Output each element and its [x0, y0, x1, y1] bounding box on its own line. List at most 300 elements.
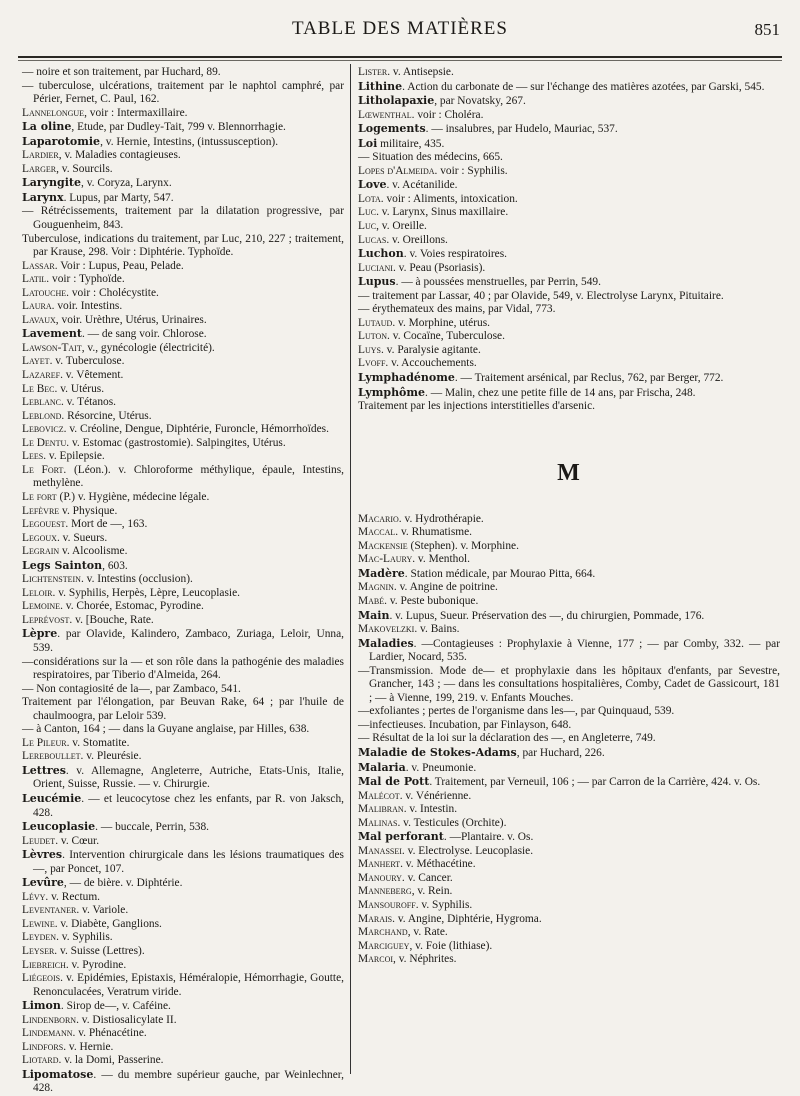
entry-text: . v. Rhumatisme.: [395, 526, 473, 539]
entry-headword: Lèvres: [22, 848, 63, 862]
index-entry: [358, 830, 780, 845]
entry-text: par l'élongation, par Beuvan Rake, 64 ; par l'huile de chaulmoogra, par Leloir 539.: [33, 696, 344, 722]
entry-text: . voir : Choléra.: [411, 108, 484, 121]
left-column: [22, 66, 345, 1095]
entry-text: , v., gynécologie (électricité).: [81, 341, 215, 354]
entry-headword: Le Pileur: [22, 736, 67, 749]
index-entry: [358, 94, 780, 109]
index-entry: [358, 803, 780, 817]
entry-headword: Magnin: [358, 581, 394, 594]
index-entry: [22, 600, 344, 614]
entry-headword: Lettres: [22, 763, 66, 777]
entry-text: . v. Phénacétine.: [72, 1027, 147, 1040]
entry-headword: —: [22, 682, 34, 695]
entry-headword: Mal de Pott: [358, 775, 430, 789]
index-entry: [358, 790, 780, 804]
index-entry: [358, 275, 780, 290]
index-entry: [22, 383, 344, 397]
entry-headword: Lota: [358, 192, 381, 205]
index-entry: [358, 761, 780, 776]
index-entry: [358, 206, 780, 220]
index-entry: [358, 220, 780, 234]
entry-text: noire et son traitement, par Huchard, 89.: [33, 66, 221, 78]
index-entry: [22, 80, 344, 107]
index-entry: [358, 371, 780, 386]
entry-headword: Loi: [358, 136, 378, 150]
entry-headword: Leventaner: [22, 904, 77, 917]
entry-text: (P.) v. Hygiène, médecine légale.: [56, 490, 210, 503]
entry-text: . v. Syphilis, Herpès, Lèpre, Leucoplasie.: [52, 586, 240, 599]
entry-headword: Lavement: [22, 327, 82, 341]
entry-text: . v. Syphilis.: [56, 931, 113, 944]
entry-text: . v. Hydrothérapie.: [398, 512, 484, 525]
entry-text: traitement par Lassar, 40 ; par Olavide, 549, v. Electrolyse Larynx, Pituitaire.: [369, 289, 724, 302]
entry-headword: Le Dentu: [22, 436, 67, 449]
index-entry: [22, 573, 344, 587]
index-entry: [22, 260, 344, 274]
index-entry: [22, 696, 344, 723]
entry-text: . v. Vénérienne.: [399, 789, 472, 802]
entry-headword: Liotard: [22, 1054, 59, 1067]
entry-text: . v. la Domi, Passerine.: [58, 1054, 164, 1067]
header-rule-thin: [18, 60, 782, 61]
index-entry: [358, 913, 780, 927]
entry-headword: Madère: [358, 566, 405, 580]
entry-headword: Malaria: [358, 760, 406, 774]
entry-text: . v. Paralysie agitante.: [380, 343, 481, 356]
index-entry: [358, 330, 780, 344]
entry-text: , par Novatsky, 267.: [434, 95, 526, 108]
index-entry: [22, 355, 344, 369]
index-entry: [22, 999, 344, 1014]
entry-headword: —: [358, 151, 370, 164]
entry-text: par les injections interstitielles d'arsenic.: [407, 400, 595, 413]
entry-text: . Action du carbonate de — sur l'échange des matières azotées, par Garski, 545.: [402, 80, 765, 93]
entry-text: . — Traitement arsénical, par Reclus, 762, par Berger, 772.: [454, 372, 724, 385]
entry-headword: Logements: [358, 122, 426, 136]
entry-text: v. Physique.: [59, 504, 118, 517]
right-column: [358, 66, 780, 1076]
page-number: 851: [754, 20, 780, 39]
entry-text: . v. Peste bubonique.: [384, 594, 479, 607]
index-entry: [22, 904, 344, 918]
entry-text: . —Plantaire. v. Os.: [443, 831, 534, 844]
index-entry: [22, 683, 344, 697]
entry-text: . — Malin, chez une petite fille de 14 ans, par Frischa, 248.: [425, 386, 696, 399]
index-entry: [358, 317, 780, 331]
entry-text: . Mort de —, 163.: [65, 518, 148, 531]
entry-text: . v. Variole.: [76, 904, 129, 917]
index-entry: [22, 1068, 344, 1096]
entry-headword: Mabé: [358, 594, 385, 607]
index-entry: [22, 205, 344, 232]
index-entry: [358, 400, 780, 414]
entry-headword: Lassar: [22, 259, 55, 272]
index-entry: [22, 848, 344, 876]
index-entry: [22, 945, 344, 959]
entry-text: , v. Oreille.: [376, 220, 427, 233]
header-rule: [18, 56, 782, 58]
index-entry: [358, 357, 780, 371]
entry-headword: La oline: [22, 120, 72, 134]
index-entry: [22, 149, 344, 163]
entry-headword: Luys: [358, 343, 381, 356]
entry-headword: Lèpre: [22, 627, 58, 641]
entry-headword: Main: [358, 608, 390, 622]
entry-text: . v. Chorée, Estomac, Pyrodine.: [60, 600, 204, 613]
index-entry: [22, 918, 344, 932]
index-entry: [22, 300, 344, 314]
entry-headword: Legrain: [22, 545, 60, 558]
entry-text: . Sirop de—, v. Caféine.: [60, 1000, 171, 1013]
entry-text: . v. Tétanos.: [60, 396, 117, 409]
section-letter: M: [557, 459, 581, 486]
entry-text: , v. Rein.: [411, 885, 453, 898]
index-entry: [358, 109, 780, 123]
index-entry: [358, 165, 780, 179]
entry-headword: Luchon: [358, 247, 404, 261]
entry-headword: Lister: [358, 66, 388, 78]
index-entry: [358, 303, 780, 317]
entry-headword: Lardier: [22, 149, 59, 162]
entry-headword: Lewine: [22, 917, 55, 930]
entry-headword: Le Bec: [22, 382, 55, 395]
index-entry: [358, 623, 780, 637]
index-entry: [22, 437, 344, 451]
entry-text: . v. Cœur.: [55, 834, 100, 847]
index-entry: [22, 396, 344, 410]
entry-text: . v. Angine de poitrine.: [393, 581, 498, 594]
index-entry: [22, 66, 344, 80]
entry-headword: Manhert: [358, 858, 401, 871]
entry-text: , voir. Urèthre, Utérus, Urinaires.: [55, 313, 207, 326]
entry-text: . Résorcine, Utérus.: [61, 409, 152, 422]
index-entry: [22, 107, 344, 121]
entry-headword: —: [358, 289, 370, 302]
index-entry: [22, 1014, 344, 1028]
entry-headword: Lindfors: [22, 1040, 64, 1053]
index-entry: [358, 80, 780, 95]
entry-headword: Tuberculose: [22, 232, 78, 245]
entry-headword: Luc: [358, 220, 377, 233]
entry-text: . v. Testicules (Orchite).: [397, 816, 507, 829]
index-entry: [22, 176, 344, 191]
index-entry: [358, 247, 780, 262]
entry-headword: Mansouroff: [358, 898, 416, 911]
index-entry: [358, 540, 780, 554]
index-entry: [22, 931, 344, 945]
entry-text: . v. Pyrodine.: [65, 958, 127, 971]
entry-headword: Lefèvre: [22, 504, 60, 517]
entry-text: , — de bière. v. Diphtérie.: [63, 877, 183, 890]
entry-text: . v. Morphine, utérus.: [392, 316, 490, 329]
index-entry: [358, 885, 780, 899]
entry-text: . v. Estomac (gastrostomie). Salpingites, Utérus.: [66, 436, 286, 449]
entry-headword: Malécot: [358, 789, 400, 802]
entry-headword: Manneberg: [358, 885, 412, 898]
entries-letter-l: [358, 66, 780, 414]
entry-text: . v. Accouchements.: [385, 357, 477, 370]
entry-text: . v. Peau (Psoriasis).: [392, 261, 486, 274]
entry-headword: Lemoine: [22, 600, 61, 613]
index-entry: [358, 637, 780, 665]
entry-text: tuberculose, ulcérations, traitement par le naphtol camphré, par Périer, Fernet, C. Paul, 162.: [33, 79, 344, 106]
entry-headword: Leblanc: [22, 396, 61, 409]
entry-headword: Maccal: [358, 526, 396, 539]
entry-headword: —: [358, 705, 370, 718]
index-entry: [22, 792, 344, 820]
entry-text: , v. Néphrites.: [393, 953, 457, 966]
entry-text: Résultat de la loi sur la déclaration des —, en Angleterre, 749.: [369, 732, 656, 745]
entry-text: . v. Bains.: [414, 623, 460, 636]
entry-text: . v. Méthacétine.: [400, 858, 476, 871]
entry-headword: —: [358, 303, 370, 316]
index-entry: [358, 193, 780, 207]
entry-headword: —: [22, 205, 34, 218]
entry-text: . v. Hernie.: [63, 1040, 114, 1053]
entry-text: Transmission. Mode de— et prophylaxie dans les hôpitaux d'enfants, par Sevestre, Grancher, 143 ; — dans les consultations hospitalières, Comby, Cadet de Gassicourt, 181 ; — à Vienne, 199, 219. v. Enfants Mouches.: [369, 664, 780, 704]
entry-headword: Laparotomie: [22, 134, 101, 148]
entry-text: . (Léon.). v. Chloroforme méthylique, épaule, Intestins, methylène.: [33, 463, 345, 490]
page-title: TABLE DES MATIÈRES: [292, 18, 508, 39]
index-entry: [358, 732, 780, 746]
entry-text: , v. Hernie, Intestins, (intussusception).: [100, 135, 279, 148]
entry-headword: Lutaud: [358, 316, 393, 329]
entry-headword: Laura: [22, 300, 52, 313]
entry-text: érythemateux des mains, par Vidal, 773.: [369, 303, 556, 316]
entry-headword: Lipomatose: [22, 1067, 94, 1081]
entry-text: . Station médicale, par Mourao Pitta, 664.: [404, 567, 596, 580]
entry-text: . v. Pleurésie.: [80, 750, 142, 763]
entry-headword: Leyden: [22, 931, 57, 944]
entry-headword: Macario: [358, 512, 399, 525]
index-entry: [22, 191, 344, 206]
entry-headword: Litholapaxie: [358, 94, 435, 108]
index-entry: [22, 764, 344, 792]
entry-text: . v. Distiosalicylate II.: [76, 1013, 177, 1026]
entry-headword: —: [22, 655, 34, 668]
index-entry: [358, 178, 780, 193]
index-entry: [358, 262, 780, 276]
entry-text: . voir : Cholécystite.: [66, 286, 159, 299]
index-entry: [358, 665, 780, 706]
index-entry: [22, 959, 344, 973]
entry-text: . — de sang voir. Chlorose.: [81, 328, 207, 341]
entry-text: , par Huchard, 226.: [516, 746, 605, 759]
entry-text: à Canton, 164 ; — dans la Guyane anglaise, par Hilles, 638.: [33, 723, 310, 736]
index-entry: [22, 750, 344, 764]
entry-text: . v. Pneumonie.: [405, 761, 477, 774]
index-entry: [22, 314, 344, 328]
entry-headword: —: [358, 718, 370, 731]
entry-headword: Lebovicz: [22, 423, 64, 436]
entry-headword: Mal perforant: [358, 830, 444, 844]
entry-text: (Stephen). v. Morphine.: [407, 539, 519, 552]
index-entry: [22, 369, 344, 383]
entry-headword: Le fort: [22, 490, 57, 503]
entry-headword: Mac-Laury: [358, 553, 413, 566]
index-entry: [358, 775, 780, 790]
entry-headword: Leblond: [22, 409, 62, 422]
index-entry: [358, 746, 780, 761]
index-entry: [22, 723, 344, 737]
entry-text: . v. Sueurs.: [56, 531, 108, 544]
entry-text: . v. Allemagne, Angleterre, Autriche, Etats-Unis, Italie, Orient, Suisse, Russie. — v. Chirurgie.: [33, 764, 344, 791]
entry-headword: Lereboullet: [22, 750, 81, 763]
entry-headword: Lichtenstein: [22, 573, 81, 586]
entry-text: . v. Intestins (occlusion).: [80, 573, 193, 586]
entry-headword: Limon: [22, 999, 61, 1013]
entry-headword: Leucémie: [22, 791, 82, 805]
entry-headword: Traitement: [22, 696, 72, 709]
entry-headword: Lithine: [358, 79, 403, 93]
entry-text: . v. Rectum.: [45, 890, 101, 903]
index-entry: [358, 581, 780, 595]
column-divider: [350, 64, 351, 1074]
index-entry: [358, 595, 780, 609]
entry-text: . — du membre supérieur gauche, par Weinlechner, 428.: [33, 1068, 344, 1095]
entry-headword: Lévy: [22, 890, 46, 903]
entry-headword: Liégeois: [22, 972, 61, 985]
entry-headword: Malinas: [358, 816, 398, 829]
index-entry: [358, 926, 780, 940]
index-entry: [22, 587, 344, 601]
entry-headword: Lœwenthal: [358, 108, 412, 121]
index-entry: [22, 1054, 344, 1068]
entry-headword: Marciguey: [358, 939, 410, 952]
index-entry: [358, 290, 780, 304]
index-entry: [22, 491, 344, 505]
entry-headword: Luc: [358, 206, 377, 219]
index-entry: [358, 122, 780, 137]
index-entry: [22, 1027, 344, 1041]
entry-headword: Lopes d'Almeida: [358, 164, 435, 177]
entry-headword: Manoury: [358, 871, 402, 884]
entry-text: . v. Utérus.: [54, 382, 105, 395]
entry-headword: Makovelzki: [358, 623, 415, 636]
index-entry: [358, 940, 780, 954]
entry-headword: —: [22, 66, 34, 78]
index-entry: [358, 872, 780, 886]
entry-text: . v. Antisepsie.: [387, 66, 454, 78]
index-entry: [22, 120, 344, 135]
entry-text: . v. Menthol.: [412, 553, 471, 566]
entry-text: , v. Rate.: [407, 926, 448, 939]
entry-text: . v. Syphilis.: [415, 898, 473, 911]
entry-headword: Lannelongue: [22, 106, 85, 119]
index-entry: [22, 891, 344, 905]
index-entry: [22, 450, 344, 464]
entry-text: . v. [Bouche, Rate.: [69, 613, 154, 626]
entry-headword: Manassei: [358, 844, 402, 857]
entry-text: . v. Epidémies, Epistaxis, Héméralopie, Hémorrhagie, Goutte, Renonculacées, Veratrum viride.: [33, 972, 344, 998]
index-entry: [358, 137, 780, 152]
entry-text: , indications du traitement, par Luc, 210, 227 ; traitement, par Krause, 298. Voir : Diphtérie. Typhoïde.: [33, 232, 344, 259]
index-entry: [358, 553, 780, 567]
index-entry: [22, 410, 344, 424]
entry-headword: Maladies: [358, 636, 414, 650]
index-entry: [358, 513, 780, 527]
entry-text: . voir : Typhoïde.: [46, 273, 125, 286]
entry-text: . v. Lupus, Sueur. Préservation des —, du chirurgien, Pommade, 176.: [389, 609, 705, 622]
index-entry: [22, 464, 344, 491]
index-entry: [22, 532, 344, 546]
entry-text: . par Olavide, Kalindero, Zambaco, Zuriaga, Leloir, Unna, 539.: [33, 628, 344, 654]
entry-text: , v. Maladies contagieuses.: [58, 149, 181, 162]
entry-text: . — insalubres, par Hudelo, Mauriac, 537.: [425, 123, 618, 136]
entry-headword: Leyser: [22, 945, 55, 957]
entry-text: . — et leucocytose chez les enfants, par R. von Jaksch, 428.: [33, 792, 344, 819]
index-entry: [358, 609, 780, 624]
entry-text: , 603.: [102, 559, 128, 572]
entry-headword: Leprévost: [22, 613, 70, 626]
entry-text: Non contagiosité de la—, par Zambaco, 541.: [33, 682, 241, 695]
index-entry: [22, 505, 344, 519]
entry-headword: Marcoi: [358, 953, 394, 966]
index-entry: [358, 858, 780, 872]
index-entry: [22, 342, 344, 356]
entry-text: . v. Acétanilide.: [386, 179, 458, 192]
index-entry: [358, 526, 780, 540]
entry-headword: Liebreich: [22, 958, 66, 971]
entry-headword: Laryngite: [22, 176, 81, 190]
entry-headword: Lymphadénome: [358, 371, 455, 385]
index-entry: [358, 817, 780, 831]
index-entry: [22, 327, 344, 342]
entry-headword: Lazaref: [22, 369, 61, 382]
entry-headword: Lindenborn: [22, 1013, 77, 1026]
entry-text: . voir : Syphilis.: [434, 164, 508, 177]
index-entry: [358, 845, 780, 859]
entry-headword: Mackensie: [358, 539, 408, 552]
entry-headword: Leloir: [22, 586, 53, 599]
entry-text: . voir. Intestins.: [51, 300, 123, 313]
entry-headword: Legs Sainton: [22, 558, 103, 572]
entry-headword: Legouest: [22, 518, 66, 531]
entry-headword: Luton: [358, 330, 388, 343]
index-entry: [22, 972, 344, 999]
index-entry: [22, 614, 344, 628]
entry-text: . — à poussées menstruelles, par Perrin, 549.: [395, 276, 601, 289]
entry-headword: —: [358, 664, 370, 677]
index-entry: [22, 737, 344, 751]
entry-text: . v. Diabète, Ganglions.: [54, 917, 162, 930]
index-entry: [358, 705, 780, 719]
entry-headword: Levûre: [22, 876, 64, 890]
entry-text: . —Contagieuses : Prophylaxie à Vienne, 177 ; — par Comby, 332. — par Lardier, Nocard, 535.: [369, 637, 780, 664]
entry-headword: Legoux: [22, 531, 57, 544]
index-entry: [358, 953, 780, 967]
entry-headword: —: [22, 79, 34, 92]
entry-text: . v. Electrolyse. Leucoplasie.: [401, 844, 534, 857]
index-entry: [22, 559, 344, 574]
entry-text: considérations sur la — et son rôle dans la pathogénie des maladies respiratoires, par Tiberio d'Almeida, 264.: [33, 655, 344, 682]
entry-text: , v. Foie (lithiase).: [409, 939, 493, 952]
entry-headword: Larger: [22, 162, 57, 175]
index-entry: [358, 386, 780, 401]
index-entry: [22, 820, 344, 835]
entry-headword: Marais: [358, 912, 393, 925]
entry-text: . v. Epilepsie.: [43, 450, 105, 463]
index-entry: [358, 719, 780, 733]
entry-text: militaire, 435.: [377, 137, 445, 150]
entry-text: . v. Suisse (Lettres).: [54, 945, 145, 957]
entry-headword: Lymphôme: [358, 385, 426, 399]
entry-headword: Leudet: [22, 834, 56, 847]
entry-headword: Traitement: [358, 400, 408, 413]
entry-headword: Malibran: [358, 803, 404, 816]
entries-letter-m: [358, 513, 780, 967]
